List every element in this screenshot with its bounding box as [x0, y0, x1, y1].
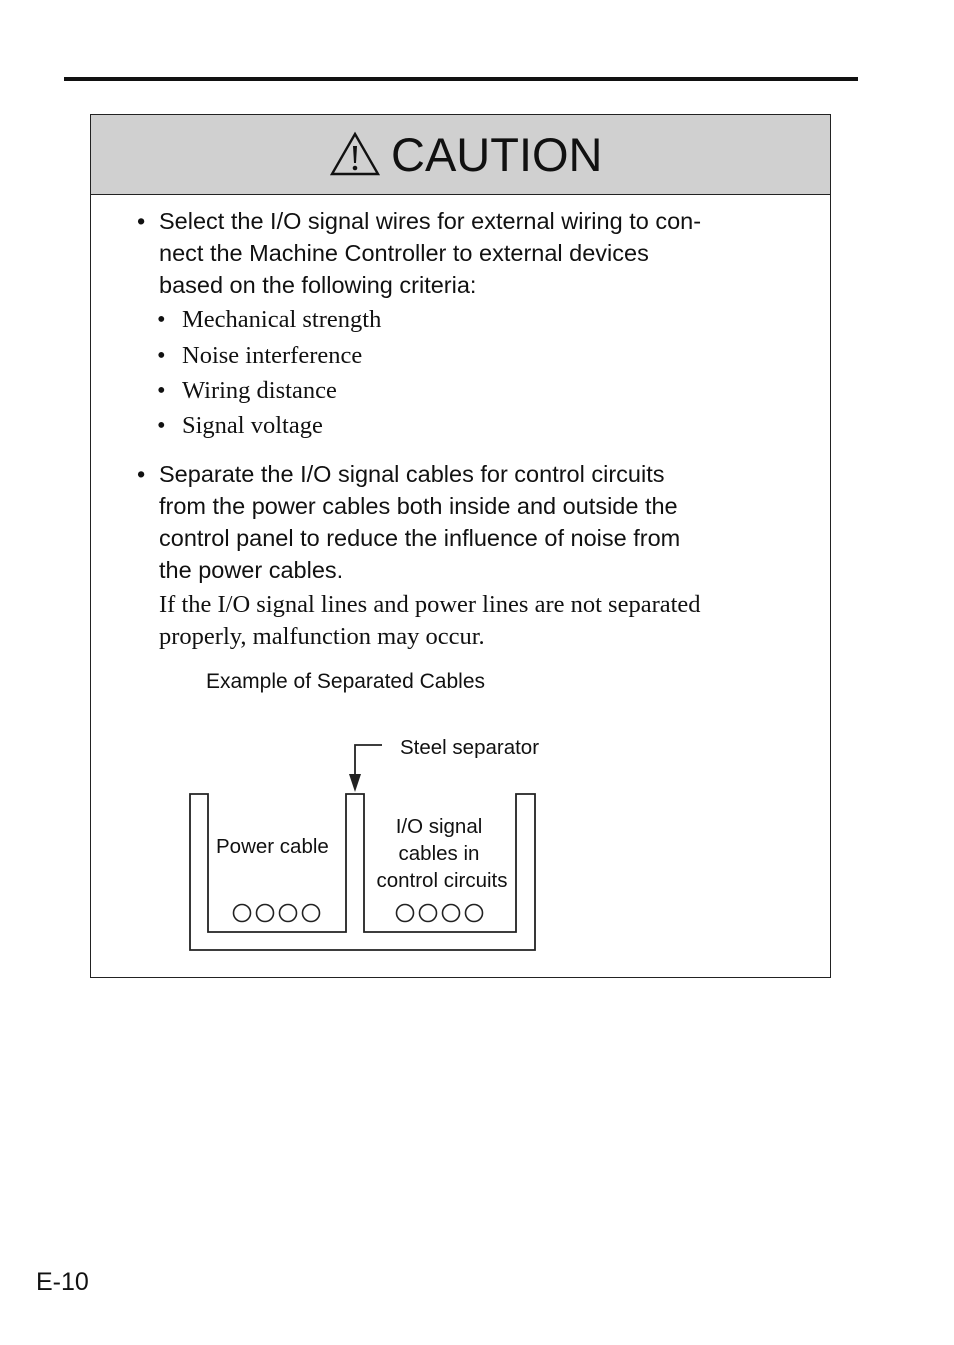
caution-title: CAUTION: [391, 128, 603, 181]
sub-bullet-dot: •: [157, 377, 166, 404]
power-cable-circle: [280, 905, 297, 922]
bullet-line: Select the I/O signal wires for external wiring to con-: [159, 208, 702, 234]
io-cable-circle: [397, 905, 414, 922]
io-cable-label: I/O signal: [395, 815, 483, 838]
power-cable-circle: [303, 905, 320, 922]
bullet-line: nect the Machine Controller to external devices: [159, 240, 649, 266]
note-line: If the I/O signal lines and power lines are not separated: [159, 591, 701, 618]
figure-caption: Example of Separated Cables: [206, 670, 485, 693]
io-cable-circle: [443, 905, 460, 922]
io-cable-circle: [466, 905, 483, 922]
power-cable-label: Power cable: [216, 835, 329, 858]
bullet-line: Separate the I/O signal cables for control circuits: [159, 461, 665, 487]
sub-item-text: Noise interference: [182, 342, 363, 369]
bullet-dot: •: [137, 208, 146, 234]
caution-box: [90, 114, 831, 978]
sub-bullet-dot: •: [157, 306, 166, 333]
top-rule: [64, 77, 858, 81]
bullet-line: from the power cables both inside and outside the: [159, 493, 678, 519]
sub-item-text: Signal voltage: [182, 412, 323, 439]
io-cable-label: control circuits: [376, 869, 508, 892]
sub-bullet-dot: •: [157, 342, 166, 369]
bullet-dot: •: [137, 461, 146, 487]
io-cable-circle: [420, 905, 437, 922]
separator-arrow: [349, 774, 361, 792]
cable-separation-diagram: [91, 115, 830, 977]
page-number: E-10: [36, 1268, 89, 1296]
separator-label: Steel separator: [400, 736, 540, 759]
bullet-line: control panel to reduce the influence of noise from: [159, 525, 681, 551]
sub-item-text: Wiring distance: [182, 377, 337, 404]
note-line: properly, malfunction may occur.: [159, 623, 485, 650]
bullet-line: based on the following criteria:: [159, 272, 477, 298]
power-cable-circle: [257, 905, 274, 922]
io-cable-label: cables in: [398, 842, 480, 865]
sub-bullet-dot: •: [157, 412, 166, 439]
sub-item-text: Mechanical strength: [182, 306, 382, 333]
power-cable-circle: [234, 905, 251, 922]
bullet-line: the power cables.: [159, 557, 344, 583]
